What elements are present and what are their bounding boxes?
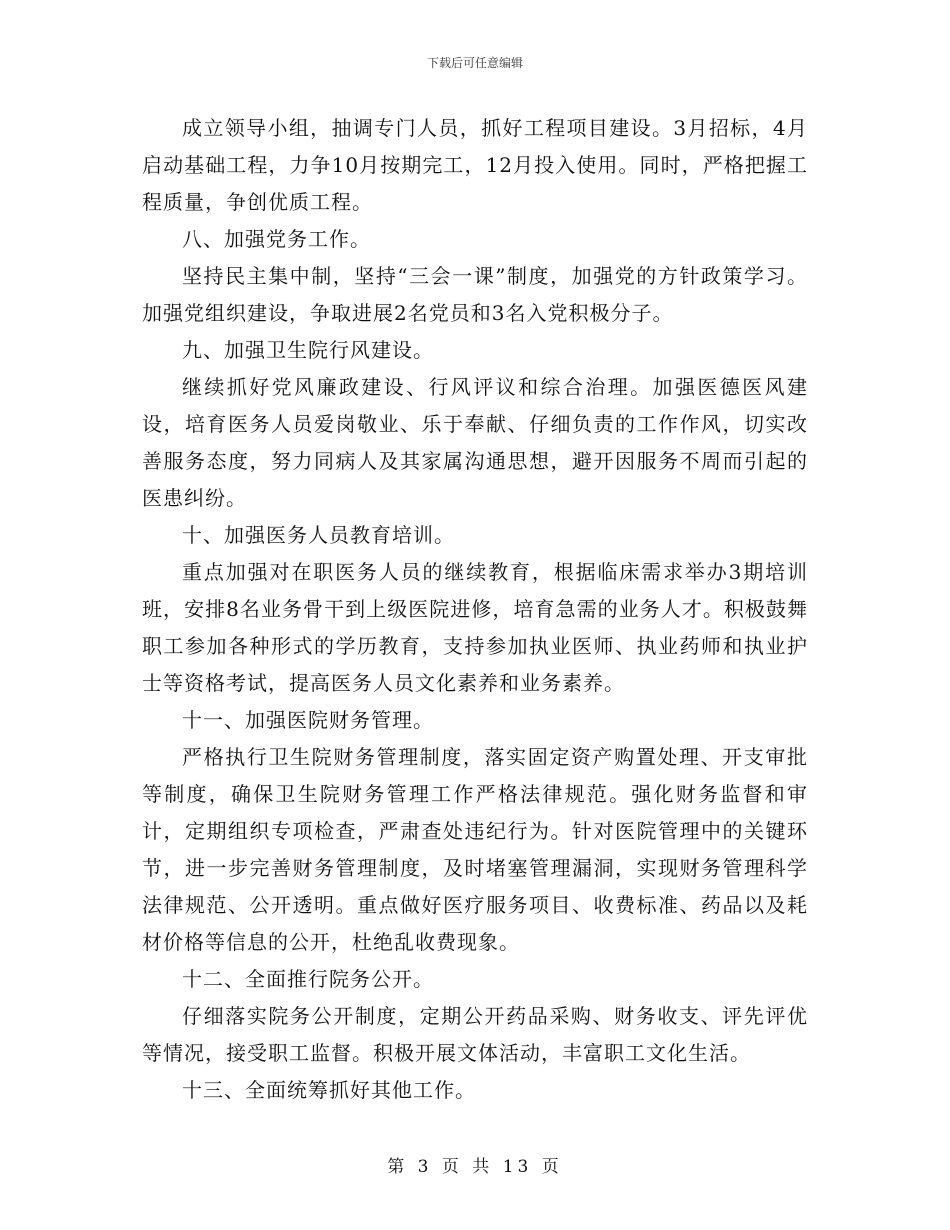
heading-transparency: 十二、全面推行院务公开。 bbox=[182, 967, 434, 991]
paragraph-construction: 成立领导小组，抽调专门人员，抓好工程项目建设。3月招标，4月启动基础工程，力争10月按期完工，12月投入使用。同时，严格把握工程质量，争创优质工程。 bbox=[142, 116, 808, 214]
paragraph-finance: 严格执行卫生院财务管理制度，落实固定资产购置处理、开支审批等制度，确保卫生院财务管理工作严格法律规范。强化财务监督和审计，定期组织专项检查，严肃查处违纪行为。针对医院管理中的关键环节，进一步完善财务管理制度，及时堵塞管理漏洞，实现财务管理科学法律规范、公开透明。重点做好医疗服务项目、收费标准、药品以及耗材价格等信息的公开，杜绝乱收费现象。 bbox=[142, 745, 808, 954]
paragraph-conduct: 继续抓好党风廉政建设、行风评议和综合治理。加强医德医风建设，培育医务人员爱岗敬业、乐于奉献、仔细负责的工作作风，切实改善服务态度，努力同病人及其家属沟通思想，避开因服务不周而引起的医患纠纷。 bbox=[142, 375, 808, 510]
page-number: 第 3 页 共 13 页 bbox=[387, 1157, 563, 1177]
paragraph-party-affairs: 坚持民主集中制，坚持“三会一课”制度，加强党的方针政策学习。加强党组织建设，争取进展2名党员和3名入党积极分子。 bbox=[142, 264, 808, 325]
paragraph-transparency: 仔细落实院务公开制度，定期公开药品采购、财务收支、评先评优等情况，接受职工监督。积极开展文体活动，丰富职工文化生活。 bbox=[142, 1004, 808, 1065]
paragraph-training: 重点加强对在职医务人员的继续教育，根据临床需求举办3期培训班，安排8名业务骨干到上级医院进修，培育急需的业务人才。积极鼓舞职工参加各种形式的学历教育，支持参加执业医师、执业药师和执业护士等资格考试，提高医务人员文化素养和业务素养。 bbox=[142, 560, 808, 695]
heading-training: 十、加强医务人员教育培训。 bbox=[182, 523, 455, 547]
header-note: 下载后可任意编辑 bbox=[426, 56, 523, 70]
heading-finance: 十一、加强医院财务管理。 bbox=[182, 708, 434, 732]
heading-other-work: 十三、全面统筹抓好其他工作。 bbox=[182, 1078, 476, 1102]
heading-party-affairs: 八、加强党务工作。 bbox=[182, 227, 371, 251]
body-text bbox=[142, 110, 808, 1109]
heading-conduct: 九、加强卫生院行风建设。 bbox=[182, 338, 434, 362]
